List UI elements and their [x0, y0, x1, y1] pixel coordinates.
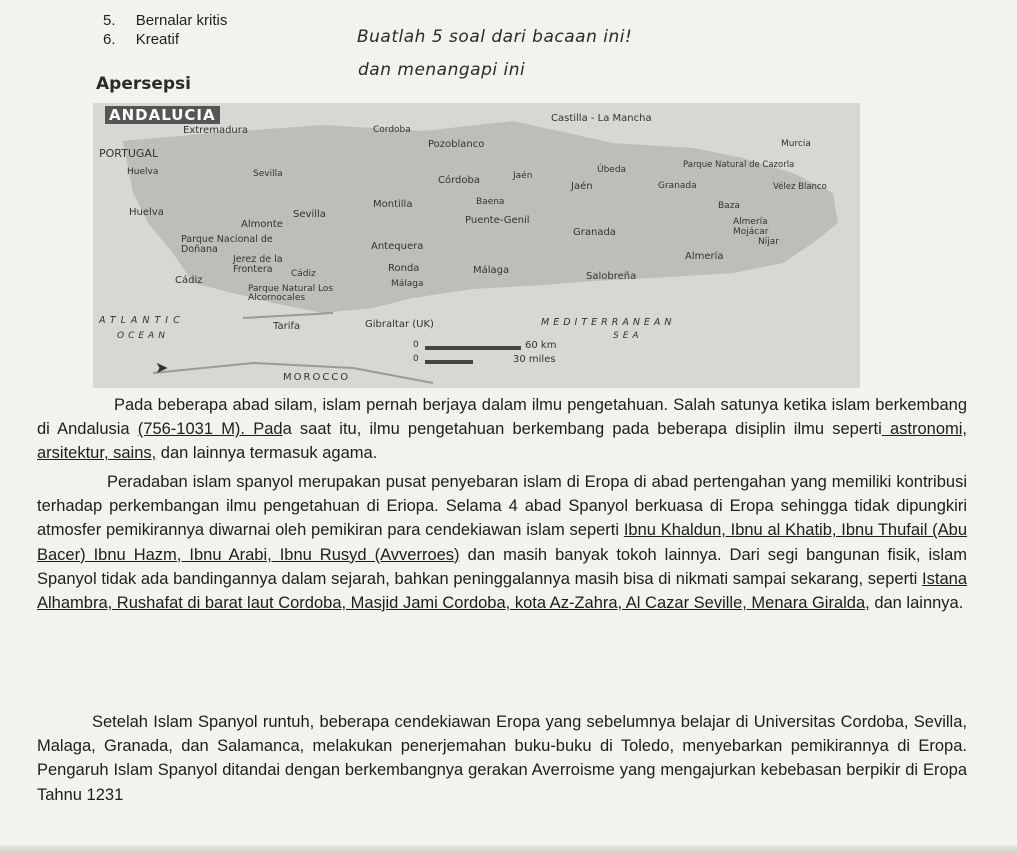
- label-murcia: Murcia: [781, 139, 811, 149]
- label-extremadura: Extremadura: [183, 125, 248, 136]
- label-montilla: Montilla: [373, 199, 413, 210]
- label-cordoba-region: Cordoba: [373, 125, 411, 135]
- label-gibraltar: Gibraltar (UK): [365, 319, 434, 330]
- label-morocco: MOROCCO: [283, 372, 351, 383]
- label-mojacar: Mojácar: [733, 227, 769, 237]
- list-item-6: [103, 31, 179, 48]
- label-jerez: Jerez de la Frontera: [233, 254, 283, 275]
- scale-zero-km: 0: [413, 340, 419, 350]
- label-jaen: Jaén: [571, 181, 593, 192]
- label-malaga-region: Málaga: [391, 279, 424, 289]
- label-almonte: Almonte: [241, 219, 283, 230]
- label-atlantic: ATLANTIC: [99, 315, 185, 326]
- label-cordoba: Córdoba: [438, 175, 480, 186]
- label-granada: Granada: [573, 227, 616, 238]
- label-nijar: Níjar: [758, 237, 779, 247]
- label-pozoblanco: Pozoblanco: [428, 139, 485, 150]
- p2-text-a: Peradaban islam spanyol merupakan pusat penyebaran islam di Eropa di abad pertengahan yang memiliki kontribusi terhadap perkembangan ilmu pengetahuan di Eriopa. Selama 4 abad Spanyol berkuasa di Eropa sehingga tidak dipungkiri atmosfer pemikirannya diwarnai oleh pemikiran para cendekiawan islam seperti: [37, 473, 967, 540]
- label-cadiz-region: Cádiz: [291, 269, 316, 279]
- label-ubeda: Úbeda: [597, 165, 627, 175]
- p1-text-c: dan lainnya termasuk agama.: [156, 444, 378, 463]
- label-puente-genil: Puente-Genil: [465, 215, 530, 226]
- label-huelva: Huelva: [129, 207, 164, 218]
- label-granada-region: Granada: [658, 181, 697, 191]
- label-malaga: Málaga: [473, 265, 510, 276]
- p1-underline-2: astronomi, arsitektur, sains,: [37, 420, 967, 463]
- label-sevilla-region: Sevilla: [253, 169, 283, 179]
- label-sea: SEA: [613, 331, 643, 341]
- page-bottom-edge: [0, 845, 1017, 854]
- label-parque-alcornocales: Parque Natural Los Alcornocales: [248, 284, 334, 303]
- label-huelva-region: Huelva: [127, 167, 159, 177]
- label-parque-natural: Parque Natural de Cazorla: [683, 160, 795, 170]
- p2-text-c: dan lainnya.: [869, 594, 964, 613]
- compass-icon: ➤: [155, 358, 169, 377]
- paragraph-3: [37, 710, 967, 807]
- label-jaen-region: Jaén: [513, 171, 533, 181]
- list-text: Bernalar kritis: [135, 12, 228, 29]
- scale-bar-km: [425, 346, 521, 350]
- label-velez-blanco: Vélez Blanco: [773, 182, 827, 192]
- list-text: Kreatif: [135, 31, 180, 48]
- label-almeria-region: Almería: [733, 217, 768, 227]
- label-baena: Baena: [476, 197, 505, 207]
- p2-text-b: dan masih banyak tokoh lainnya. Dari segi bangunan fisik, islam Spanyol tidak ada bandingannya dalam sejarah, bahkan peninggalannya masih bisa di nikmati sampai sekarang, seperti: [37, 545, 967, 588]
- handwritten-note-line2: dan menangapi ini: [358, 60, 526, 80]
- scale-bar-miles: [425, 360, 473, 364]
- label-cadiz: Cádiz: [175, 275, 203, 286]
- list-number: 6.: [103, 31, 116, 48]
- label-sevilla: Sevilla: [293, 209, 326, 220]
- label-almeria: Almería: [685, 251, 724, 262]
- paragraph-2: [37, 470, 967, 615]
- p2-underline-1: Ibnu Khaldun, Ibnu al Khatib, Ibnu Thufail (Abu Bacer) Ibnu Hazm, Ibnu Arabi, Ibnu Rusyd (Avverroes): [37, 521, 967, 564]
- p1-text-a: Pada beberapa abad silam, islam pernah berjaya dalam ilmu pengetahuan. Salah satunya ketika islam berkembang di Andalusia: [37, 396, 967, 439]
- p1-text-b: a saat itu, ilmu pengetahuan berkembang pada beberapa disiplin ilmu seperti: [282, 420, 882, 439]
- list-number: 5.: [103, 12, 116, 29]
- label-ronda: Ronda: [388, 263, 420, 274]
- strait-gibraltar: [243, 313, 333, 318]
- scale-label-miles: 30 miles: [513, 354, 556, 365]
- label-castilla: Castilla - La Mancha: [551, 113, 652, 124]
- label-portugal: PORTUGAL: [99, 147, 159, 160]
- label-ocean: OCEAN: [117, 331, 169, 341]
- label-antequera: Antequera: [371, 241, 424, 252]
- p1-underline-1: (756-1031 M). Pad: [137, 420, 283, 439]
- scale-zero-miles: 0: [413, 354, 419, 364]
- label-mediterranean: MEDITERRANEAN: [541, 317, 676, 328]
- list-item-5: [103, 12, 227, 29]
- paragraph-1: [37, 393, 967, 466]
- label-parque-nacional: Parque Nacional de Doñana: [181, 234, 273, 255]
- handwritten-note-line1: Buatlah 5 soal dari bacaan ini!: [357, 27, 633, 47]
- label-baza: Baza: [718, 201, 740, 211]
- section-heading: Apersepsi: [96, 74, 192, 94]
- label-salobrena: Salobreña: [586, 271, 637, 282]
- p2-underline-2: Istana Alhambra, Rushafat di barat laut Cordoba, Masjid Jami Cordoba, kota Az-Zahra, Al Cazar Seville, Menara Giralda,: [37, 569, 967, 613]
- p3-text: Setelah Islam Spanyol runtuh, beberapa cendekiawan Eropa yang sebelumnya belajar di Universitas Cordoba, Sevilla, Malaga, Granada, dan Salamanca, melakukan penerjemahan buku-buku di Toledo, menyebarkan pemikirannya di Eropa. Pengaruh Islam Spanyol ditandai dengan berkembangnya gerakan Averroisme yang mengajurkan kebebasan berpikir di Eropa Tahnu 1231: [37, 713, 967, 804]
- label-tarifa: Tarifa: [273, 321, 301, 332]
- andalucia-map: [93, 103, 860, 388]
- map-title: ANDALUCIA: [105, 106, 220, 124]
- scale-label-km: 60 km: [525, 340, 557, 351]
